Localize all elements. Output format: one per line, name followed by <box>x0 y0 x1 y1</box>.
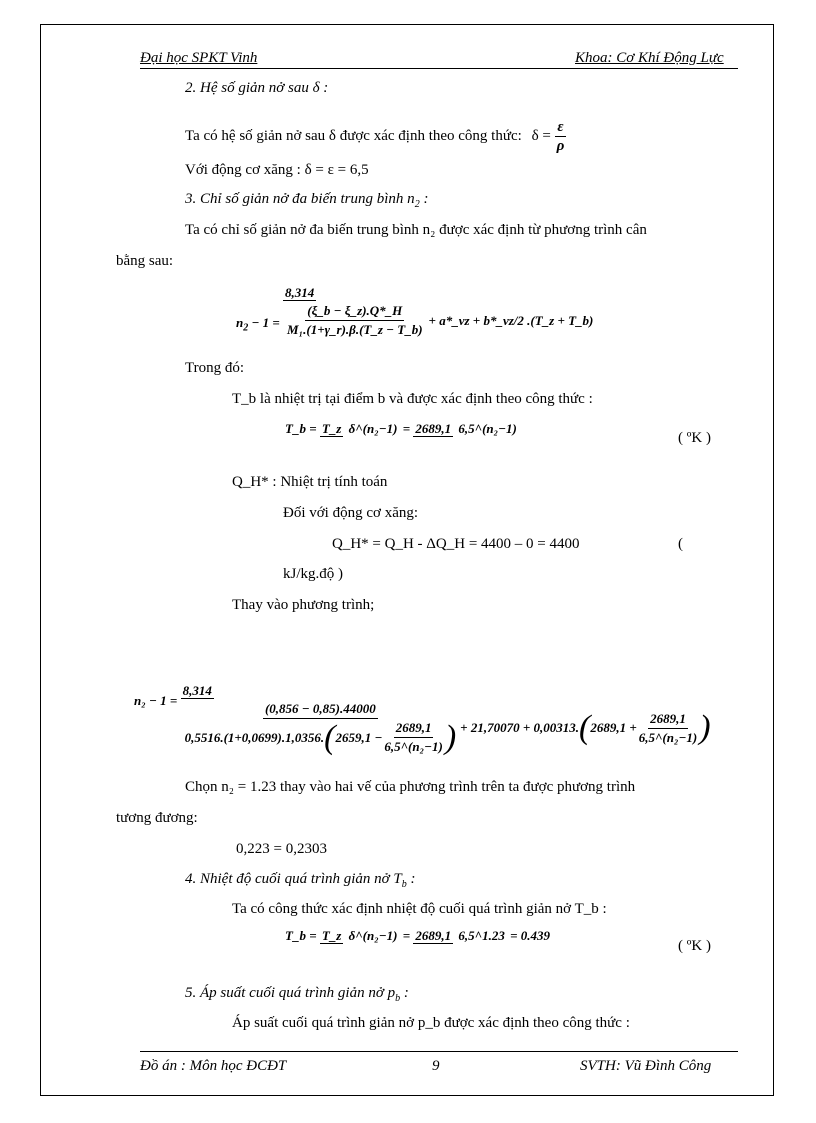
section2-gasoline: Với động cơ xăng : δ = ε = 6,5 <box>185 162 369 178</box>
eq2-last-fraction <box>637 710 699 747</box>
tb-eq-frac1-num: T_z <box>321 421 342 437</box>
tb-eq-lhs: T_b = <box>285 421 317 437</box>
s4-eq-frac1 <box>320 927 400 945</box>
tb-eq-frac2-num: 2689,1 <box>415 421 452 437</box>
footer-rule <box>140 1051 738 1052</box>
qh-equation: Q_H* = Q_H - ΔQ_H = 4400 – 0 = 4400 <box>332 536 580 552</box>
header-left: Đại học SPKT Vinh <box>140 50 258 66</box>
eq2-small-den: 6,5^(n₂−1) <box>384 739 443 754</box>
s4-eq-frac1-den: δ^(n₂−1) <box>348 928 398 944</box>
eq1-denominator <box>283 302 613 339</box>
section5-desc: Áp suất cuối quá trình giản nở p_b được xác định theo công thức : <box>232 1015 630 1031</box>
tb-description: T_b là nhiệt trị tại điểm b và được xác định theo công thức : <box>232 391 593 407</box>
s4-eq-frac2-den: 6,5^1.23 <box>458 928 505 944</box>
eq2-main-fraction <box>181 682 761 756</box>
eq2-last-a: 2689,1 + <box>590 720 637 735</box>
section5-title <box>185 985 409 1002</box>
section4-title-tail: : <box>406 871 416 887</box>
eq2-inner-den-a: 0,5516.(1+0,0699).1,0356. <box>184 729 325 745</box>
section3-title-text: 3. Chỉ số giản nở đa biến trung bình n <box>185 191 415 207</box>
section4-equation: T_b = T_z δ^(n₂−1) = 2689,1 6,5^1.23 = 0.439 <box>285 928 550 944</box>
section4-unit: ( ºK ) <box>678 938 711 954</box>
eq2-denominator: (0,856 − 0,85).44000 0,5516.(1+0,0699).1,0356. ( 2659,1 − $\frac{2689,1}{\text{6,5\textasciicircum{}(n₂−1)}}$ ) + 21,70070 + 0,00313. ( 2689,1 + $\frac{2689,1}{\text{6,5\textasciicircum{}(n₂−1)}}$ ) <box>184 701 711 756</box>
section4-title <box>185 871 416 888</box>
eq1-numerator: 8,314 <box>285 285 315 300</box>
s4-eq-frac2-num: 2689,1 <box>415 928 452 944</box>
section2-intro <box>185 118 566 155</box>
section5-title-text: 5. Áp suất cuối quá trình giản nở p <box>185 985 396 1001</box>
choose-line1: Chọn n₂ = 1.23 thay vào hai vế của phương trình trên ta được phương trình <box>185 779 636 795</box>
eq2-small-num: 2689,1 <box>394 719 434 738</box>
eq2-mid-terms: + 21,70070 + 0,00313. <box>460 720 579 735</box>
section3-para-line1: Ta có chỉ số giản nở đa biến trung bình n₂ được xác định từ phương trình cân <box>185 222 647 238</box>
delta-num: ε <box>557 119 564 135</box>
header-rule <box>140 68 738 69</box>
qh-label: Q_H* : Nhiệt trị tính toán <box>232 474 388 490</box>
qh-gasoline: Đối với động cơ xăng: <box>283 505 419 521</box>
tb-eq-frac2 <box>413 420 518 438</box>
eq2-last-num: 2689,1 <box>648 710 688 729</box>
eq1-tail: + a*_vz + b*_vz/2 .(T_z + T_b) <box>428 312 594 328</box>
footer-right: SVTH: Vũ Đình Công <box>580 1058 712 1074</box>
eq2-inner-fraction <box>183 700 459 756</box>
section3-title-sub: 2 <box>414 199 420 210</box>
equation-n2-substituted <box>134 682 761 756</box>
choose-result: 0,223 = 0,2303 <box>236 841 327 857</box>
eq2-inner-den-b: 2659,1 − <box>335 729 383 745</box>
substitute-text: Thay vào phương trình; <box>232 597 375 613</box>
eq2-numerator: 8,314 <box>182 683 212 698</box>
equation-n2 <box>236 284 613 339</box>
tb-eq-frac1 <box>320 420 400 438</box>
s4-eq-lhs: T_b = <box>285 928 317 944</box>
eq2-last-den: 6,5^(n₂−1) <box>638 729 698 745</box>
footer-left: Đồ án : Môn học ĐCĐT <box>140 1058 287 1074</box>
tb-eq-frac1-den: δ^(n₂−1) <box>348 421 398 437</box>
section4-desc: Ta có công thức xác định nhiệt độ cuối quá trình giản nở T_b : <box>232 901 607 917</box>
tb-unit: ( ºK ) <box>678 430 711 446</box>
section3-para-line2: bằng sau: <box>116 253 174 269</box>
section3-title-tail: : <box>419 191 429 207</box>
eq1-lhs-tail: − 1 = <box>248 314 280 330</box>
eq1-lhs <box>236 314 280 334</box>
footer-page-number: 9 <box>432 1058 440 1074</box>
s4-eq-frac1-num: T_z <box>321 928 342 944</box>
section4-title-sub: b <box>401 879 407 890</box>
section2-title: 2. Hệ số giản nở sau δ : <box>185 80 329 96</box>
choose-line2: tương đương: <box>116 810 198 826</box>
qh-paren: ( <box>678 536 683 552</box>
eq2-inner-den: 0,5516.(1+0,0699).1,0356. ( 2659,1 − $\frac{2689,1}{\text{6,5\textasciicircum{}(n₂−1)}}$ ) <box>184 718 457 756</box>
section4-title-text: 4. Nhiệt độ cuối quá trình giản nở T <box>185 871 402 887</box>
section3-title <box>185 191 428 208</box>
tb-equation: T_b = T_z δ^(n₂−1) = 2689,1 6,5^(n₂−1) <box>285 421 517 437</box>
eq2-small-fraction <box>382 719 444 756</box>
tb-eq-frac2-den: 6,5^(n₂−1) <box>458 421 517 437</box>
delta-fraction <box>555 118 567 155</box>
s4-eq-result: = 0.439 <box>510 928 550 944</box>
delta-lhs: δ = <box>531 127 551 144</box>
s4-eq-frac2 <box>413 927 506 945</box>
delta-den: ρ <box>556 138 565 154</box>
eq1-main-fraction <box>283 284 613 339</box>
eq1-inner-fraction <box>285 302 425 339</box>
eq2-lhs: n₂ − 1 = <box>134 693 178 708</box>
header-right: Khoa: Cơ Khí Động Lực <box>575 50 724 66</box>
eq2-inner-num: (0,856 − 0,85).44000 <box>263 700 378 719</box>
eq1-inner-den: M₁.(1+γ_r).β.(T_z − T_b) <box>287 322 423 337</box>
section2-intro-text: Ta có hệ số giản nở sau δ được xác định theo công thức: <box>185 127 522 144</box>
eq1-inner-num: (ξ_b − ξ_z).Q*_H <box>305 302 404 321</box>
section5-title-tail: : <box>400 985 409 1001</box>
section5-title-sub: b <box>395 993 401 1004</box>
eq1-lhs-sub: 2 <box>243 322 249 334</box>
eq1-lhs-n: n <box>236 314 244 330</box>
qh-unit: kJ/kg.độ ) <box>283 566 343 582</box>
trong-do: Trong đó: <box>185 360 245 376</box>
